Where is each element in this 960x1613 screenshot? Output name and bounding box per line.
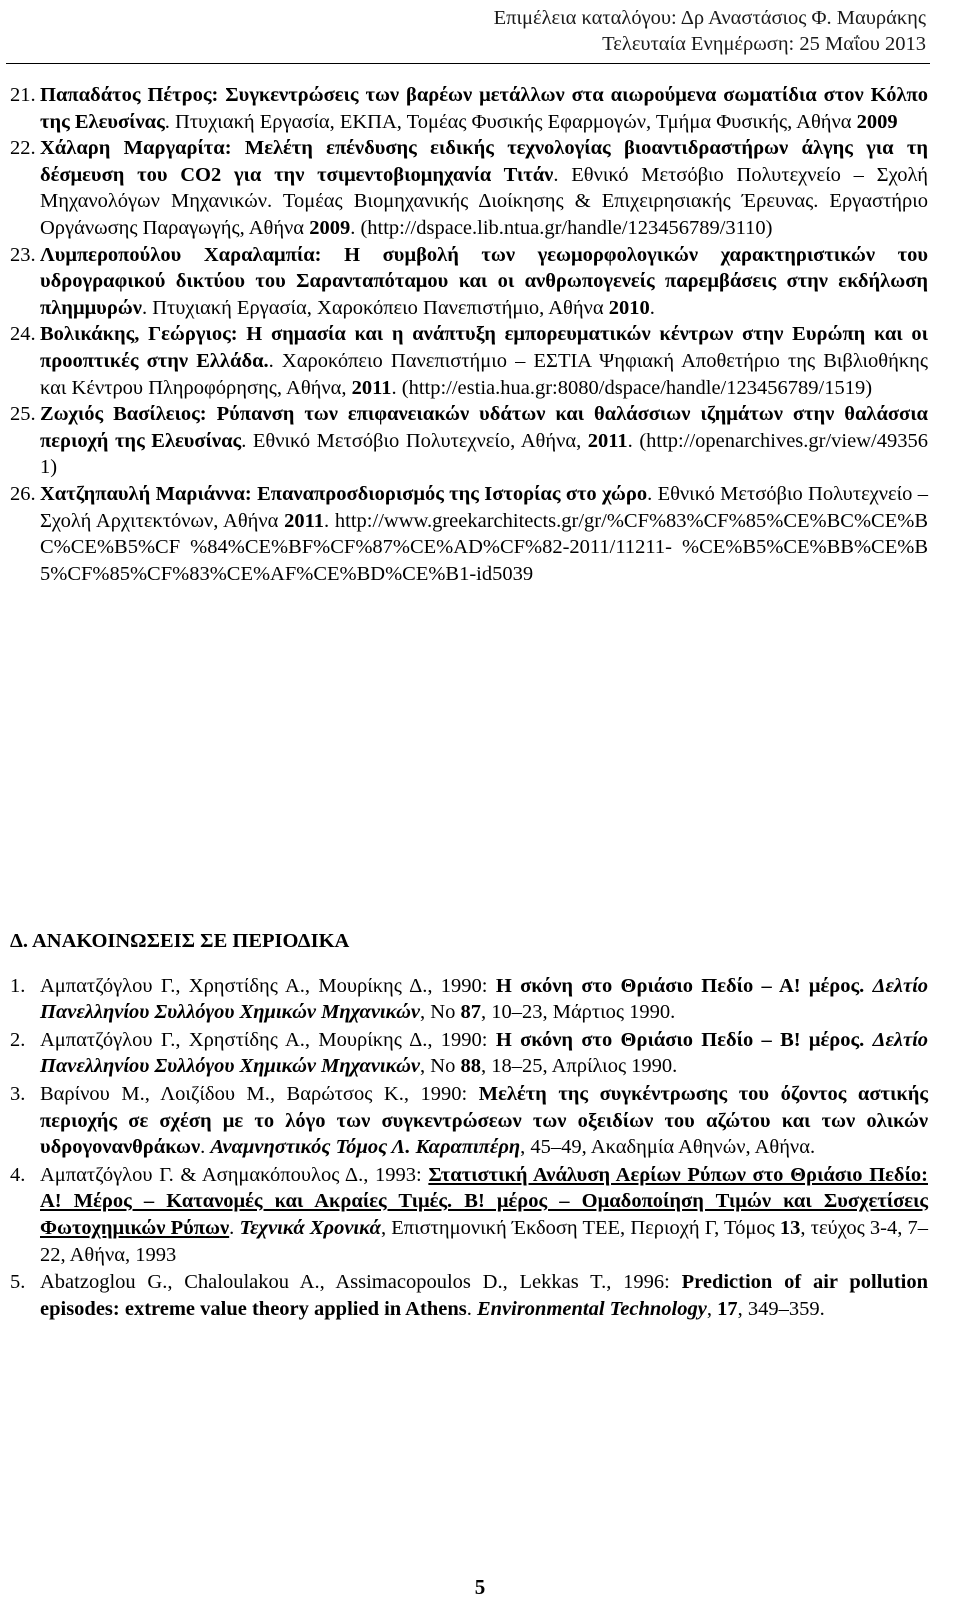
item-title: Συγκεντρώσεις των βαρέων μετάλλων στα αιωρούμενα σωματίδια στον Κόλπο της Ελευσίνας [40,84,928,133]
ref-journal: Αναμνηστικός Τόμος Λ. Καραπιπέρη [210,1136,521,1159]
item-author: Βολικάκης, Γεώργιος: [40,323,238,346]
item-details: . Εθνικό Μετσόβιο Πολυτεχνείο – Σχολή Μηχανολόγων Μηχανικών. Τομέας Βιομηχανικής Διοίκησης & Επιχειρησιακής Έρευνας. Εργαστήριο Οργάνωσης Παραγωγής, Αθήνα [40,163,928,239]
item-number: 21. [10,84,36,106]
ref-volume: 13 [779,1216,801,1239]
item-year: 2010 [608,296,650,319]
list-item [10,973,928,1026]
ref-volume: 87 [460,1001,481,1024]
item-link[interactable]: . http://www.greekarchitects.gr/gr/%CF%83%CF%85%CE%BC%CE%BC%CE%B5%CF %84%CE%BF%CF%87%CE%AD%CF%82-2011/11211- %CE%B5%CE%BB%CE%B5%CF%85%CF%83%CE%AF%CE%BD%CE%B1-id5039 [40,509,929,585]
ref-pre-volume: , Νο [420,1055,456,1078]
item-title: Ρύπανση των επιφανειακών υδάτων και θαλάσσιων ιζημάτων στην θαλάσσια περιοχή της Ελευσίνας [40,403,928,452]
list-item: 5. Abatzoglou G., Chaloulakou A., Assimacopoulos D., Lekkas T., 1996: Prediction of air pollution episodes: extreme value theory applied in Athens. Environmental Technology, 17, 349–359. [10,1269,928,1322]
ref-volume: 88 [460,1055,481,1078]
journal-section [10,928,928,1323]
list-item [10,242,928,322]
list-item [10,321,928,401]
ref-authors: Abatzoglou G., Chaloulakou A., Assimacopoulos D., Lekkas T., 1996: [40,1271,670,1294]
ref-number: 4. [10,1163,26,1186]
item-details: . Πτυχιακή Εργασία, Χαροκόπειο Πανεπιστήμιο, Αθήνα [141,296,604,319]
item-author: Ζωχιός Βασίλειος: [40,403,207,426]
ref-pre-volume: , [706,1297,712,1320]
item-details: . Εθνικό Μετσόβιο Πολυτεχνείο – Σχολή Αρχιτεκτόνων, Αθήνα [40,482,928,532]
item-year: 2009 [309,216,351,239]
item-number: 23. [10,243,36,266]
item-year: 2011 [284,509,325,532]
list-item [10,401,928,481]
list-item [10,82,928,135]
item-title: Η σημασία και η ανάπτυξη εμπορευματικών κέντρων στην Ευρώπη και οι προοπτικές στην Ελλάδα. [40,323,928,372]
ref-authors: Αμπατζόγλου Γ., Χρηστίδης Α., Μουρίκης Δ., 1990: [40,1028,488,1051]
page-number: 5 [474,1575,486,1599]
header-editor-line: Επιμέλεια καταλόγου: Δρ Αναστάσιος Φ. Μαυράκης [493,7,926,29]
item-link[interactable]: . (http://openarchives.gr/view/493561) [40,429,928,479]
ref-title: Στατιστική Ανάλυση Αερίων Ρύπων στο Θριάσιο Πεδίο: Α! Μέρος – Κατανομές και Ακραίες Τιμές. Β! μέρος – Ομαδοποίηση Τιμών και Συσχετίσεις Φωτοχημικών Ρύπων [40,1163,928,1239]
list-item [10,1027,928,1080]
list-item: 3. Βαρίνου Μ., Λοιζίδου Μ., Βαρώτσος Κ., 1990: Μελέτη της συγκέντρωσης του όζοντος αστικής περιοχής σε σχέση με το λόγο των συγκεντρώσεων των οξειδίων του αζώτου και των ολικών υδρογονανθράκων. Αναμνηστικός Τόμος Λ. Καραπιπέρη, 45–49, Ακαδημία Αθηνών, Αθήνα. [10,1081,928,1161]
ref-title: Η σκόνη στο Θριάσιο Πεδίο – Β! μέρος. [495,1028,865,1051]
ref-authors: Αμπατζόγλου Γ. & Ασημακόπουλος Δ., 1993: [40,1163,422,1186]
item-year: 2009 [856,110,898,133]
ref-authors: Αμπατζόγλου Γ., Χρηστίδης Α., Μουρίκης Δ., 1990: [40,974,488,997]
item-title: Μελέτη επένδυσης ειδικής τεχνολογίας βιοαντιδραστήρων άλγης για τη δέσμευση του CO2 για την τσιμεντοβιομηχανία Τιτάν [40,137,928,186]
ref-details: , 18–25, Απρίλιος 1990. [480,1055,678,1078]
item-author: Χάλαρη Μαργαρίτα: [40,137,232,160]
ref-details: , τεύχος 3-4, 7–22, Αθήνα, 1993 [40,1216,929,1266]
ref-title: Prediction of air pollution episodes: extreme value theory applied in Athens [40,1271,929,1320]
ref-number: 1. [10,974,26,997]
ref-volume: 17 [717,1297,738,1320]
list-item [10,135,928,241]
item-year: 2011 [587,429,628,452]
ref-journal: Τεχνικά Χρονικά [239,1216,381,1239]
item-author: Παπαδάτος Πέτρος: [40,84,219,106]
item-title: Η συμβολή των γεωμορφολογικών χαρακτηριστικών του υδρογραφικού δικτύου του Σαρανταπόταμου και οι ανθρωπογενείς παρεμβάσεις στην εκδήλωση πλημμυρών [40,243,929,319]
ref-details: , 10–23, Μάρτιος 1990. [480,1001,676,1024]
item-details: . Εθνικό Μετσόβιο Πολυτεχνείο, Αθήνα, [241,429,582,452]
ref-number: 2. [10,1028,26,1051]
ref-details: , 45–49, Ακαδημία Αθηνών, Αθήνα. [520,1136,816,1159]
item-year: 2011 [351,376,392,399]
section-title: Δ. ΑΝΑΚΟΙΝΩΣΕΙΣ ΣΕ ΠΕΡΙΟΔΙΚΑ [10,930,350,952]
item-link[interactable]: . (http://dspace.lib.ntua.gr/handle/123456789/3110) [350,216,773,239]
item-details: . Πτυχιακή Εργασία, ΕΚΠΑ, Τομέας Φυσικής Εφαρμογών, Τμήμα Φυσικής, Αθήνα [164,110,852,133]
item-link[interactable]: . (http://estia.hua.gr:8080/dspace/handle/123456789/1519) [391,376,873,399]
list-item [10,481,928,587]
ref-pre-volume: , Νο [420,1001,456,1024]
item-author: Λυμπεροπούλου Χαραλαμπία: [40,243,322,266]
ref-journal: Δελτίο Πανελληνίου Συλλόγου Χημικών Μηχανικών [40,974,929,1024]
ref-journal: Environmental Technology [476,1297,707,1320]
theses-list [10,82,928,587]
ref-title: Η σκόνη στο Θριάσιο Πεδίο – Α! μέρος. [495,974,865,997]
item-number: 26. [10,482,36,505]
ref-title: Μελέτη της συγκέντρωσης του όζοντος αστικής περιοχής σε σχέση με το λόγο των συγκεντρώσεων των οξειδίων του αζώτου και των ολικών υδρογονανθράκων [40,1082,928,1159]
item-details: . Χαροκόπειο Πανεπιστήμιο – ΕΣΤΙΑ Ψηφιακή Αποθετήριο της Βιβλιοθήκης και Κέντρου Πληροφόρησης, Αθήνα, [40,349,928,399]
ref-journal: Δελτίο Πανελληνίου Συλλόγου Χημικών Μηχανικών [40,1028,929,1078]
ref-authors: Βαρίνου Μ., Λοιζίδου Μ., Βαρώτσος Κ., 1990: [40,1082,468,1105]
item-number: 24. [10,323,36,346]
ref-number: 3. [10,1082,26,1105]
item-number: 25. [10,403,36,426]
item-tail: . [649,296,655,319]
list-item: 4. Αμπατζόγλου Γ. & Ασημακόπουλος Δ., 1993: Στατιστική Ανάλυση Αερίων Ρύπων στο Θριάσιο Πεδίο: Α! Μέρος – Κατανομές και Ακραίες Τιμές. Β! μέρος – Ομαδοποίηση Τιμών και Συσχετίσεις Φωτοχημικών Ρύπων. Τεχνικά Χρονικά, Επιστημονική Έκδοση ΤΕΕ, Περιοχή Γ, Τόμος 13, τεύχος 3-4, 7–22, Αθήνα, 1993 [10,1162,928,1268]
item-title: Επαναπροσδιορισμός της Ιστορίας στο χώρο [257,482,648,505]
page-header [0,0,926,57]
header-divider [6,63,930,64]
item-number: 22. [10,137,36,160]
ref-number: 5. [10,1271,26,1294]
ref-details: , 349–359. [737,1297,825,1320]
item-author: Χατζηπαυλή Μαριάννα: [40,482,252,505]
header-updated-line: Τελευταία Ενημέρωση: 25 Μαΐου 2013 [602,33,926,55]
ref-pre-volume: , Επιστημονική Έκδοση ΤΕΕ, Περιοχή Γ, Τόμος [380,1216,775,1239]
